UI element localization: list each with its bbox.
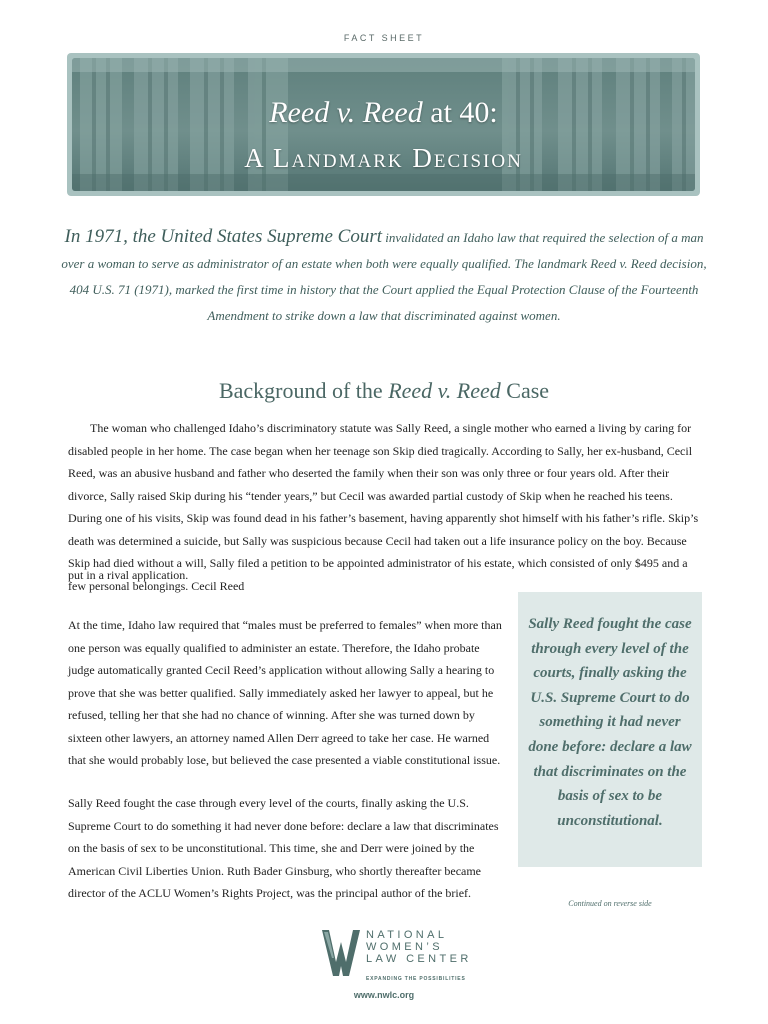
title-banner [67,53,700,196]
logo-tagline: EXPANDING THE POSSIBILITIES [366,976,466,982]
logo-line-2: WOMEN’S [366,941,443,953]
website-link[interactable]: www.nwlc.org [353,990,415,1000]
nwlc-logo-wordmark [366,929,472,965]
intro-paragraph [60,224,708,329]
nwlc-logo-icon [320,928,362,978]
pull-quote-text: Sally Reed fought the case through every level of the courts, finally asking the U.S. Supreme Court to do something it had never done before: declare a law that discriminates on the basis of sex to be unconstitutional. [528,616,692,829]
heading-post: Case [500,378,550,403]
banner-title [72,96,695,130]
banner-subtitle: A Landmark Decision [244,143,523,173]
banner-title-rest: at 40: [422,96,498,129]
body-paragraph-1: The woman who challenged Idaho’s discriminatory statute was Sally Reed, a single mother who earned a living by caring for disabled people in her home. The case began when her teenage son Skip died tragically. According to Sally, her ex-husband, Cecil Reed, was an abusive husband and father who deserted the family when their son was only three or four years old. After their divorce, Sally raised Skip during his “tender years,” but Cecil was awarded partial custody of Skip when he reached his teens. During one of his visits, Skip was found dead in his father’s basement, having apparently shot himself with his father’s rifle. Skip’s death was determined a suicide, but Sally was suspicious because Cecil had taken out a life insurance policy on the boy. Because Skip had died without a will, Sally filed a petition to be appointed administrator of his estate, which consisted of only $495 and a few personal belongings. Cecil Reed [68,421,699,593]
intro-body: invalidated an Idaho law that required the selection of a man over a woman to serve as administrator of an estate when both were equally qualified. The landmark Reed v. Reed decision, 404 U.S. 71 (1971), marked the first time in history that the Court applied the Equal Protection Clause of the Fourteenth Amendment to strike down a law that discriminated against women. [61,230,707,323]
logo-line-3: LAW CENTER [366,953,472,965]
heading-case: Reed v. Reed [388,378,501,403]
fact-sheet-kicker: FACT SHEET [343,33,425,43]
heading-pre: Background of the [218,378,389,403]
pull-quote-box [518,592,702,867]
banner-title-case: Reed v. Reed [269,96,423,129]
body-paragraph-2: At the time, Idaho law required that “males must be preferred to females” when more than one person was equally qualified to administer an estate. Therefore, the Idaho probate judge automatically granted Cecil Reed’s application without allowing Sally a hearing to prove that she was better qualified. Sally immediately asked her lawyer to appeal, but he refused, telling her that she had no chance of winning. After she was turned down by sixteen other lawyers, an attorney named Allen Derr agreed to take her case. He warned that she would probably lose, but believed the case presented a viable constitutional issue. [68,618,502,767]
body-paragraph-3: Sally Reed fought the case through every level of the courts, finally asking the U.S. Supreme Court to do something it had never done before: declare a law that discriminates on the basis of sex to be unconstitutional. This time, she and Derr were joined by the American Civil Liberties Union. Ruth Bader Ginsburg, who shortly thereafter became director of the ACLU Women’s Rights Project, was the principal author of the brief. [68,796,499,900]
banner-columns-image [72,58,695,191]
body-paragraph-1-tail: put in a rival application. [68,568,189,582]
continued-note: Continued on reverse side [568,899,652,908]
section-heading [0,378,768,404]
intro-lead: In 1971, the United States Supreme Court [64,226,383,247]
logo-line-1: NATIONAL [366,929,448,941]
